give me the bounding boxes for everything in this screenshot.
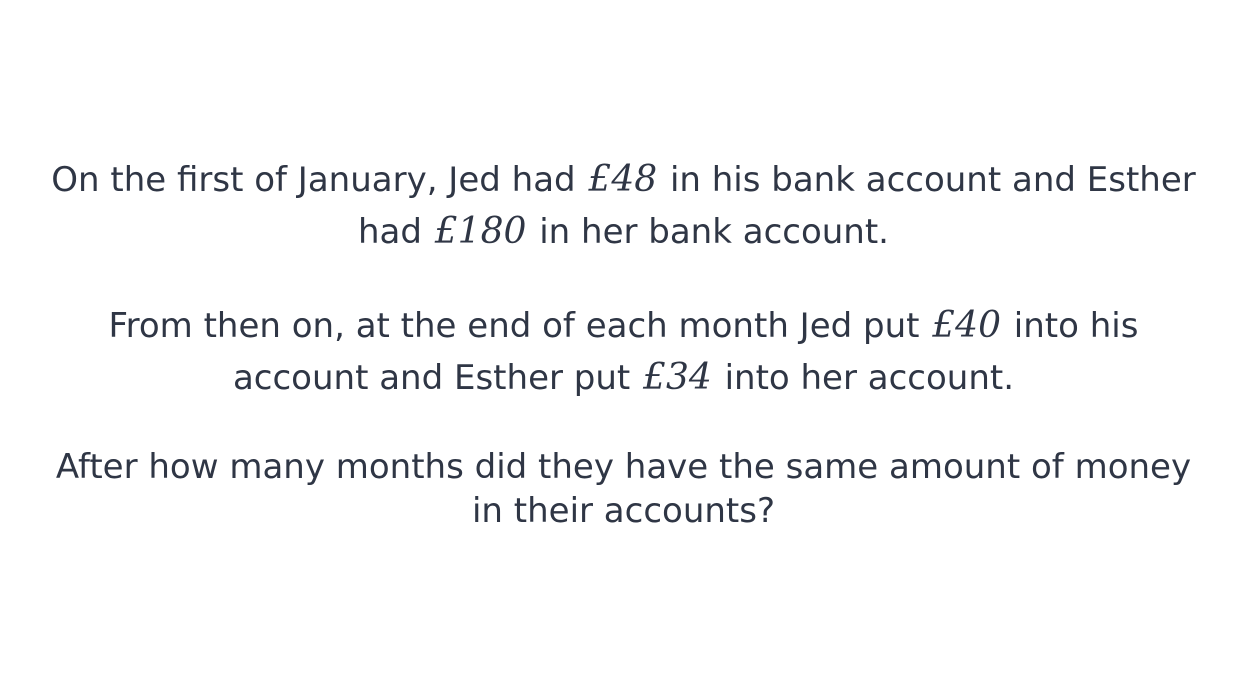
jed-monthly-amount: £40 [932,305,1001,346]
p2-text-middle: into his account and Esther put [232,306,1139,398]
esther-monthly-amount: £34 [643,357,712,398]
question-text: After how many months did they have the same amount of money in their accounts? [55,447,1192,531]
p2-text-after: into her account. [713,358,1015,398]
problem-paragraph-initial-balances [36,154,1211,258]
esther-initial-amount: £180 [434,211,527,252]
p2-text-before: From then on, at the end of each month Jed put [108,306,931,346]
p1-text-before: On the first of January, Jed had [51,160,587,200]
p1-text-middle: in his bank account and Esther had [358,160,1196,252]
p1-text-after: in her bank account. [528,212,889,252]
problem-paragraph-monthly-deposits [36,300,1211,404]
jed-initial-amount: £48 [588,159,658,200]
problem-question [36,445,1211,533]
